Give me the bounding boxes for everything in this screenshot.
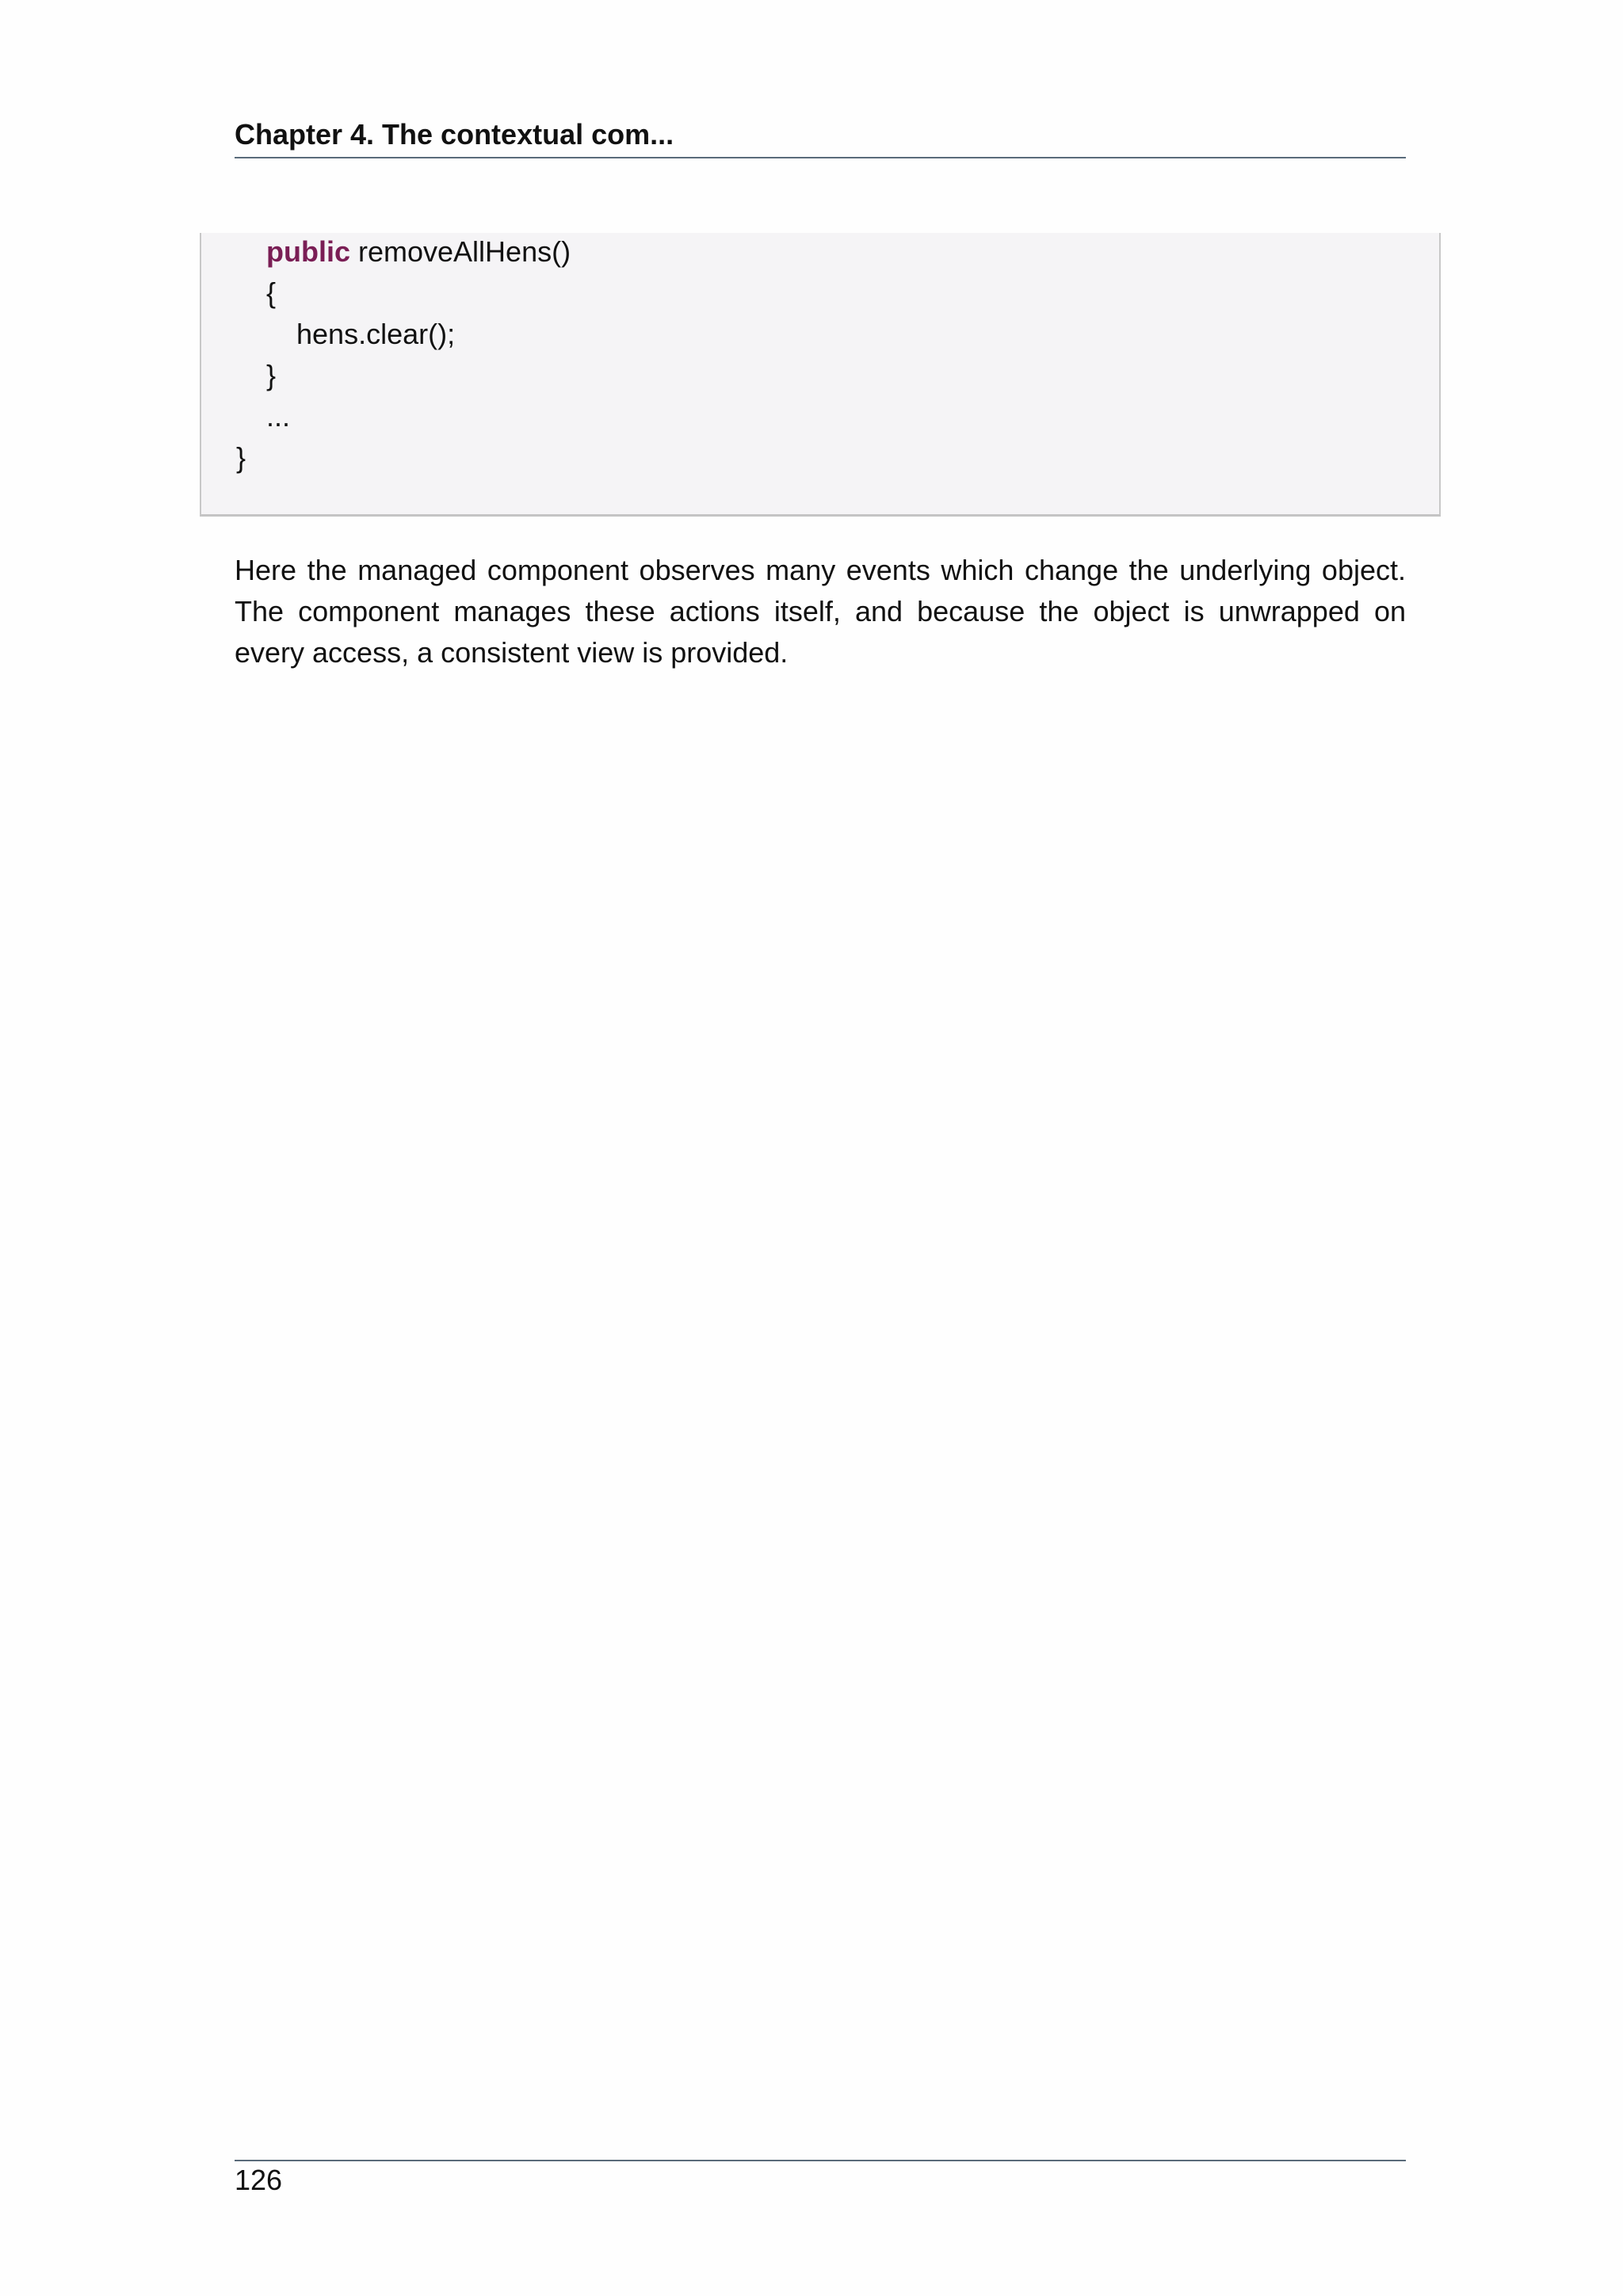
footer-rule	[235, 2160, 1406, 2161]
code-line-statement: hens.clear();	[296, 318, 456, 350]
code-line-method-signature	[266, 235, 571, 269]
page-number: 126	[235, 2164, 283, 2196]
code-method-name: removeAllHens()	[350, 235, 571, 268]
code-line-open-brace: {	[266, 277, 277, 309]
code-keyword-public: public	[266, 235, 350, 268]
body-paragraph: Here the managed component observes many events which change the underlying object. The component manages these actions itself, and because the object is unwrapped on every access, a consistent view is provided.	[235, 554, 1406, 669]
chapter-title: Chapter 4. The contextual com...	[235, 118, 674, 151]
code-listing	[200, 233, 1441, 517]
code-line-ellipsis: ...	[266, 400, 291, 433]
code-line-close-brace: }	[266, 359, 277, 391]
running-header	[235, 117, 1406, 158]
code-line-class-close-brace: }	[236, 441, 246, 474]
